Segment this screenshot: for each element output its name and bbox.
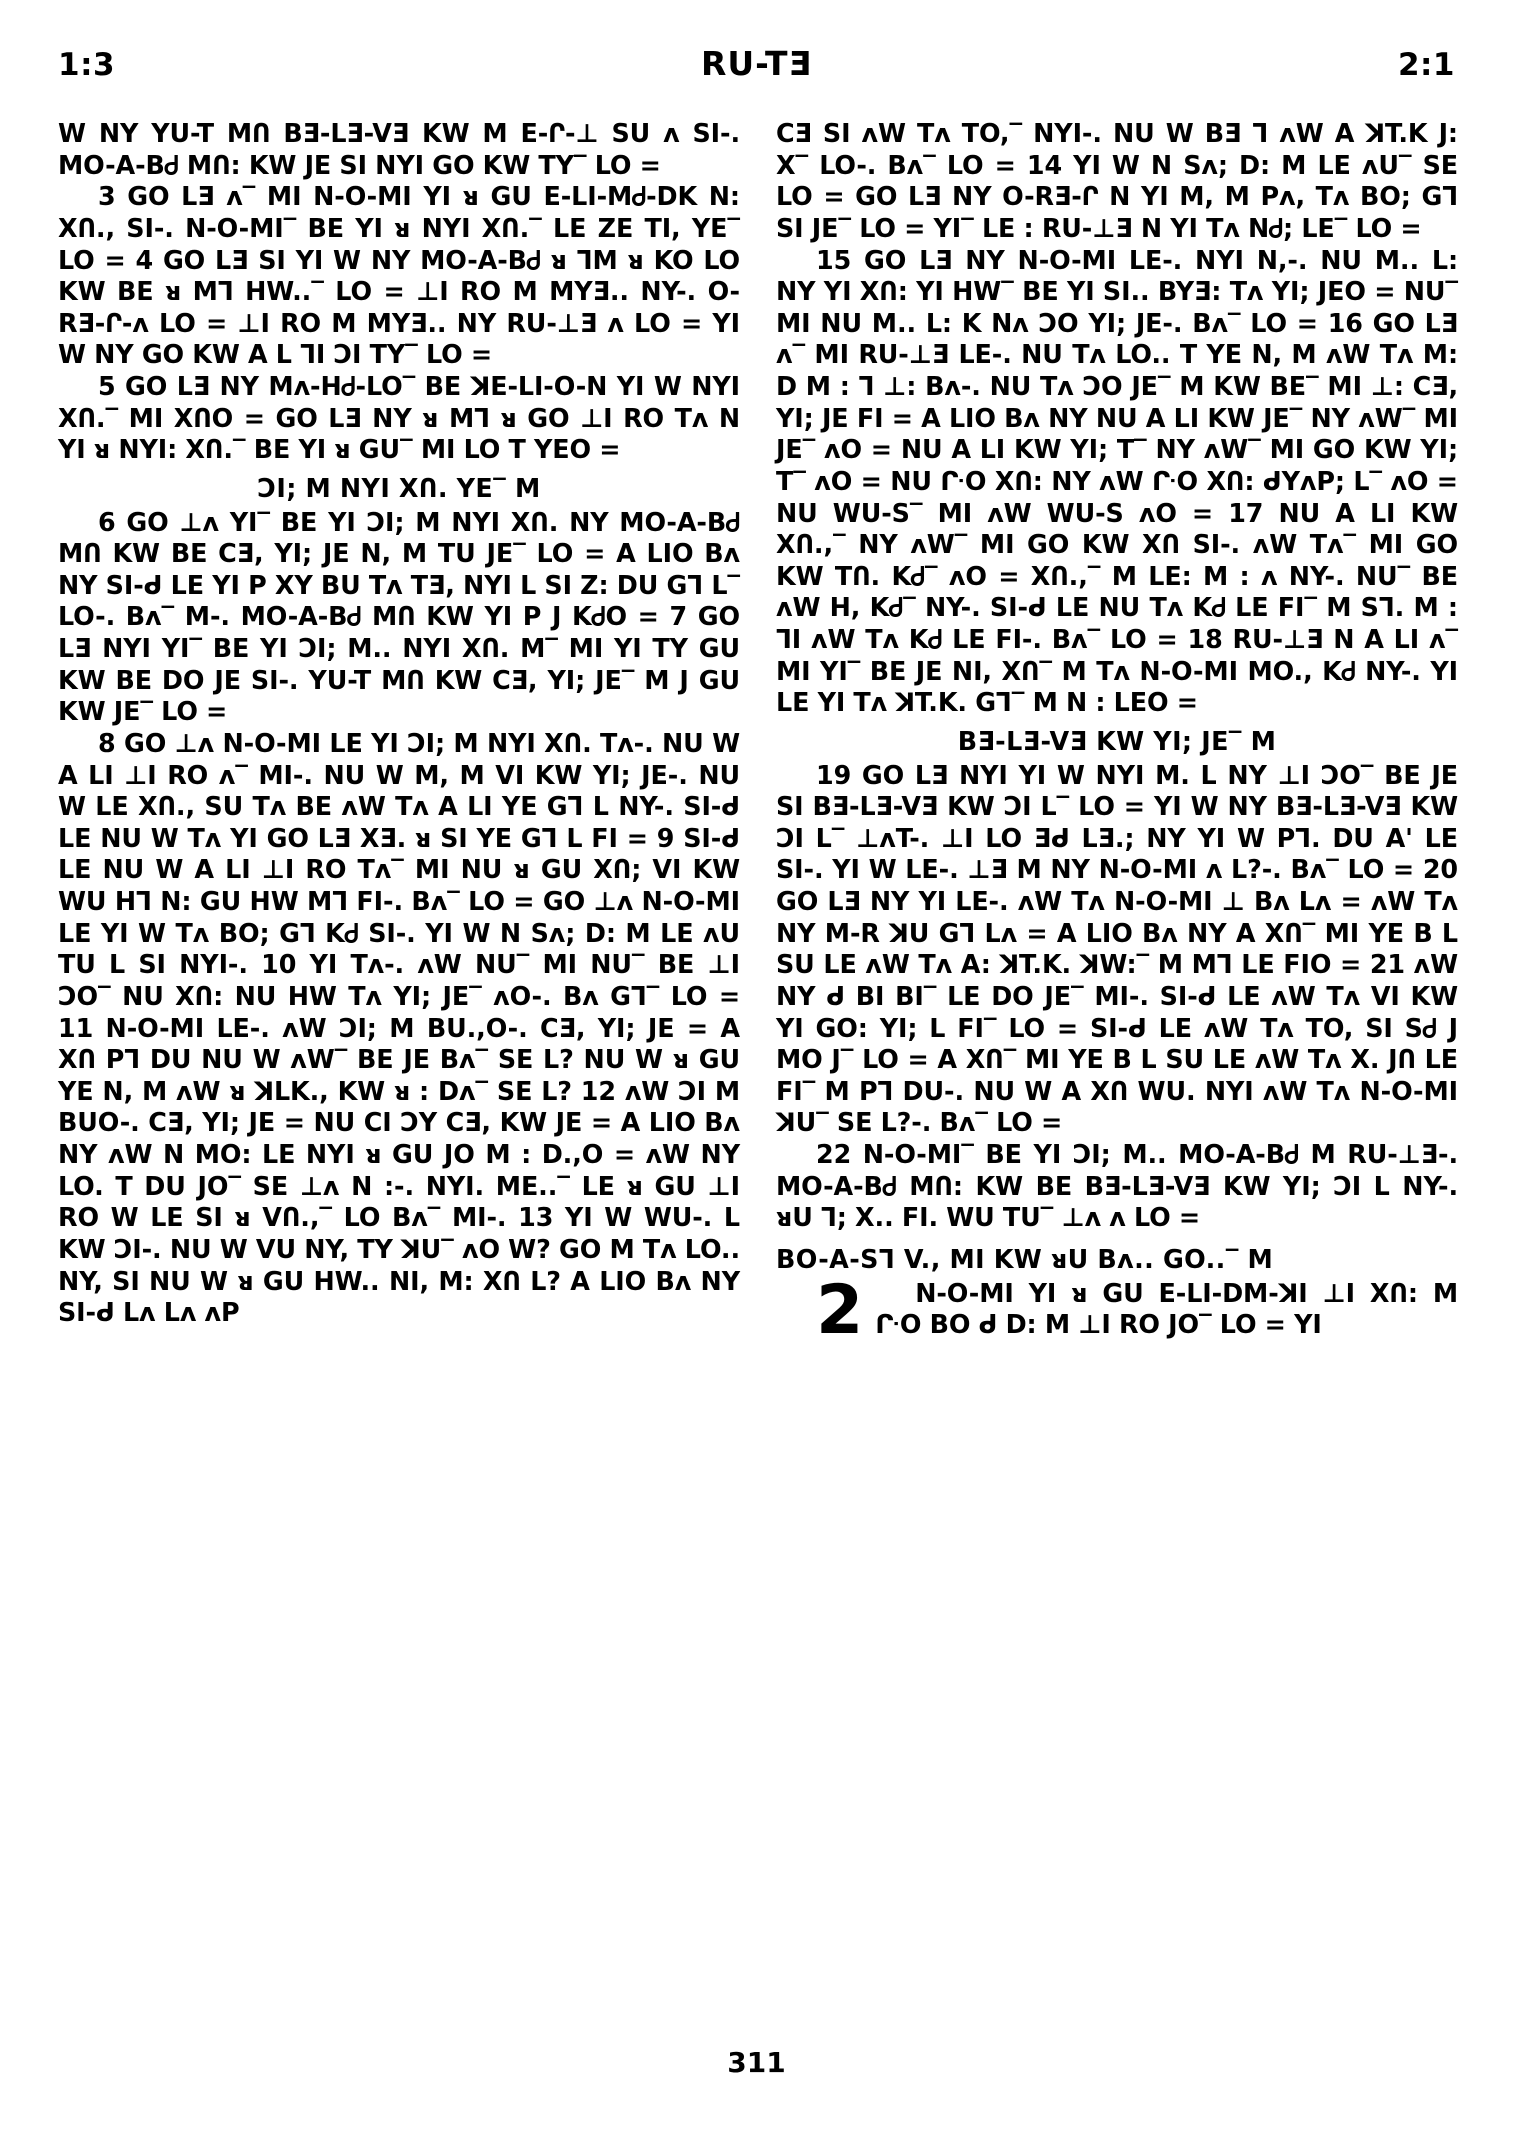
page-number: 311 [727,2046,786,2079]
chapter-opening-paragraph [776,1270,1458,1352]
section-heading: ƆI; M NYI XՈ. YE‾ M [257,472,541,503]
chapter-opening-text: N-O-MI YI ᴚ GU E-LI-DM-ꓘI ⊥I XՈ: M ᒕO BO ᑯ D: M ⊥I RO JO‾ LO = YI [875,1277,1458,1340]
column-right [776,118,1458,1998]
paragraph: 5 GO LƎ NY Mᴧ-HᏧ-LO‾ BE ꓘE-LI-O-N YI W NYI XՈ.‾ MI XՈO = GO LƎ NY ᴚ Mᒣ ᴚ GO ⊥I RO Tᴧ N YI ᴚ NYI: XՈ.‾ BE YI ᴚ GU‾ MI LO T YEO = [58,371,740,465]
header-book-title: RU-TƎ [700,44,813,83]
paragraph: 22 N-O-MI‾ BE YI ƆI; M.. MO-A-BᏧ M RU-⊥Ǝ-. MO-A-BᏧ MՈ: KW BE BƎ-LƎ-VƎ KW YI; ƆI L NY-. ᴚU ᒣ; X.. FI. WU TU‾ ⊥ᴧ ᴧ LO = [776,1139,1458,1233]
paragraph: 19 GO LƎ NYI YI W NYI M. L NY ⊥I ƆO‾ BE JE SI BƎ-LƎ-VƎ KW ƆI L‾ LO = YI W NY BƎ-LƎ-VƎ KW ƆI L‾ ⊥ᴧT-. ⊥I LO Ǝᑯ LƎ.; NY YI W Pᒣ. DU A' LE SI-. YI W LE-. ⊥Ǝ M NY N-O-MI ᴧ L?-. Bᴧ‾ LO = 20 GO LƎ NY YI LE-. ᴧW Tᴧ N-O-MI ⊥ Bᴧ Lᴧ = ᴧW Tᴧ NY M-R ꓘU Gᒣ Lᴧ = A LIO Bᴧ NY A XՈ‾ MI YE B L SU LE ᴧW Tᴧ A: ꓘT.K. ꓘW:‾ M Mᒣ LE FIO = 21 ᴧW NY ᑯ BI BI‾ LE DO JE‾ MI-. SI-ᑯ LE ᴧW Tᴧ VI KW YI GO: YI; L FI‾ LO = SI-ᑯ LE ᴧW Tᴧ TO, SI SᏧ J MO J‾ LO = A XՈ‾ MI YE B L SU LE ᴧW Tᴧ X. JՈ LE FI‾ M Pᒣ DU-. NU W A XՈ WU. NYI ᴧW Tᴧ N-O-MI ꓘU‾ SE L?-. Bᴧ‾ LO = [776,759,1458,1138]
page-header [58,44,1455,92]
header-verse-left: 1:3 [58,47,116,83]
paragraph: W NY YU-T MՈ BƎ-LƎ-VƎ KW M E-Ր-⊥ SU ᴧ SI-. MO-A-BᏧ MՈ: KW JE SI NYI GO KW TY‾ LO = [58,118,740,180]
paragraph: 8 GO ⊥ᴧ N-O-MI LE YI ƆI; M NYI XՈ. Tᴧ-. NU W A LI ⊥I RO ᴧ‾ MI-. NU W M, M VI KW YI; JE-. NU W LE XՈ., SU Tᴧ BE ᴧW Tᴧ A LI YE Gᒣ L NY-. SI-ᑯ LE NU W Tᴧ YI GO LƎ XƎ. ᴚ SI YE Gᒣ L FI = 9 SI-ᑯ LE NU W A LI ⊥I RO Tᴧ‾ MI NU ᴚ GU XՈ; VI KW WU Hᒣ N: GU HW Mᒣ FI-. Bᴧ‾ LO = GO ⊥ᴧ N-O-MI LE YI W Tᴧ BO; Gᒣ KᏧ SI-. YI W N Sᴧ; D: M LE ᴧU TU L SI NYI-. 10 YI Tᴧ-. ᴧW NU‾ MI NU‾ BE ⊥I ƆO‾ NU XՈ: NU HW Tᴧ YI; JE‾ ᴧO-. Bᴧ Gᒣ‾ LO = 11 N-O-MI LE-. ᴧW ƆI; M BU.,O-. CƎ, YI; JE = A XՈ Pᒣ DU NU W ᴧW‾ BE JE Bᴧ‾ SE L? NU W ᴚ GU YE N, M ᴧW ᴚ ꓘLK., KW ᴚ : Dᴧ‾ SE L? 12 ᴧW ƆI M BUO-. CƎ, YI; JE = NU CI ƆY CƎ, KW JE = A LIO Bᴧ NY ᴧW N MO: LE NYI ᴚ GU JO M : D.,O = ᴧW NY LO. T DU JO‾ SE ⊥ᴧ N :-. NYI. ME..‾ LE ᴚ GU ⊥I RO W LE SI ᴚ VՈ.,‾ LO Bᴧ‾ MI-. 13 YI W WU-. L KW ƆI-. NU W VU NY, TY ꓘU‾ ᴧO W? GO M Tᴧ LO.. NY, SI NU W ᴚ GU HW.. NI, M: XՈ L? A LIO Bᴧ NY SI-ᑯ Lᴧ Lᴧ ᴧP [58,727,740,1328]
paragraph: 3 GO LƎ ᴧ‾ MI N-O-MI YI ᴚ GU E-LI-MᏧ-DK N: XՈ., SI-. N-O-MI‾ BE YI ᴚ NYI XՈ.‾ LE ZE TI, YE‾ LO = 4 GO LƎ SI YI W NY MO-A-BᏧ ᴚ ᒣM ᴚ KO LO KW BE ᴚ Mᒣ HW..‾ LO = ⊥I RO M MYƎ.. NY-. O-RƎ-Ր-ᴧ LO = ⊥I RO M MYƎ.. NY RU-⊥Ǝ ᴧ LO = YI W NY GO KW A L ᒣI ƆI TY‾ LO = [58,181,740,370]
section-heading: BO-A-Sᒣ V., MI KW ᴚU Bᴧ.. GO..‾ M [776,1243,1274,1274]
header-verse-right: 2:1 [1397,47,1455,83]
section-heading: BƎ-LƎ-VƎ KW YI; JE‾ M [957,725,1277,756]
paragraph: CƎ SI ᴧW Tᴧ TO,‾ NYI-. NU W BƎ ᒣ ᴧW A ꓘT.K J: X‾ LO-. Bᴧ‾ LO = 14 YI W N Sᴧ; D: M LE ᴧU‾ SE LO = GO LƎ NY O-RƎ-Ր N YI M, M Pᴧ, Tᴧ BO; Gᒣ SI JE‾ LO = YI‾ LE : RU-⊥Ǝ N YI Tᴧ NᏧ; LE‾ LO = [776,118,1458,243]
paragraph: 15 GO LƎ NY N-O-MI LE-. NYI N,-. NU M.. L: NY YI XՈ: YI HW‾ BE YI SI.. BYƎ: Tᴧ YI; JEO = NU‾ MI NU M.. L: K Nᴧ ƆO YI; JE-. Bᴧ‾ LO = 16 GO LƎ ᴧ‾ MI RU-⊥Ǝ LE-. NU Tᴧ LO.. T YE N, M ᴧW Tᴧ M: D M : ᒣ ⊥: Bᴧ-. NU Tᴧ ƆO JE‾ M KW BE‾ MI ⊥: CƎ, YI; JE FI = A LIO Bᴧ NY NU A LI KW JE‾ NY ᴧW‾ MI JE‾ ᴧO = NU A LI KW YI; T‾ NY ᴧW‾ MI GO KW YI; T‾ ᴧO = NU ᒕO XՈ: NY ᴧW ᒕO XՈ: ᑯYᴧP; L‾ ᴧO = NU WU-S‾ MI ᴧW WU-S ᴧO = 17 NU A LI KW XՈ.,‾ NY ᴧW‾ MI GO KW XՈ SI-. ᴧW Tᴧ‾ MI GO KW TՈ. KᏧ‾ ᴧO = XՈ.,‾ M LE: M : ᴧ NY-. NU‾ BE ᴧW H, KᏧ‾ NY-. SI-ᑯ LE NU Tᴧ KᏧ LE FI‾ M Sᒣ. M : ᒣI ᴧW Tᴧ KᏧ LE FI-. Bᴧ‾ LO = 18 RU-⊥Ǝ N A LI ᴧ‾ MI YI‾ BE JE NI, XՈ‾ M Tᴧ N-O-MI MO., KᏧ NY-. YI LE YI Tᴧ ꓘT.K. Gᒣ‾ M N : LEO = [776,244,1458,718]
paragraph: 6 GO ⊥ᴧ YI‾ BE YI ƆI; M NYI XՈ. NY MO-A-BᏧ MՈ KW BE CƎ, YI; JE N, M TU JE‾ LO = A LIO Bᴧ NY SI-ᑯ LE YI P XY BU Tᴧ TƎ, NYI L SI Z: DU Gᒣ L‾ LO-. Bᴧ‾ M-. MO-A-BᏧ MՈ KW YI P J KᏧO = 7 GO LƎ NYI YI‾ BE YI ƆI; M.. NYI XՈ. M‾ MI YI TY GU KW BE DO JE SI-. YU-T MՈ KW CƎ, YI; JE‾ M J GU KW JE‾ LO = [58,506,740,727]
chapter-number: 2 [816,1270,864,1350]
column-left [58,118,740,1998]
text-columns [58,118,1458,1998]
